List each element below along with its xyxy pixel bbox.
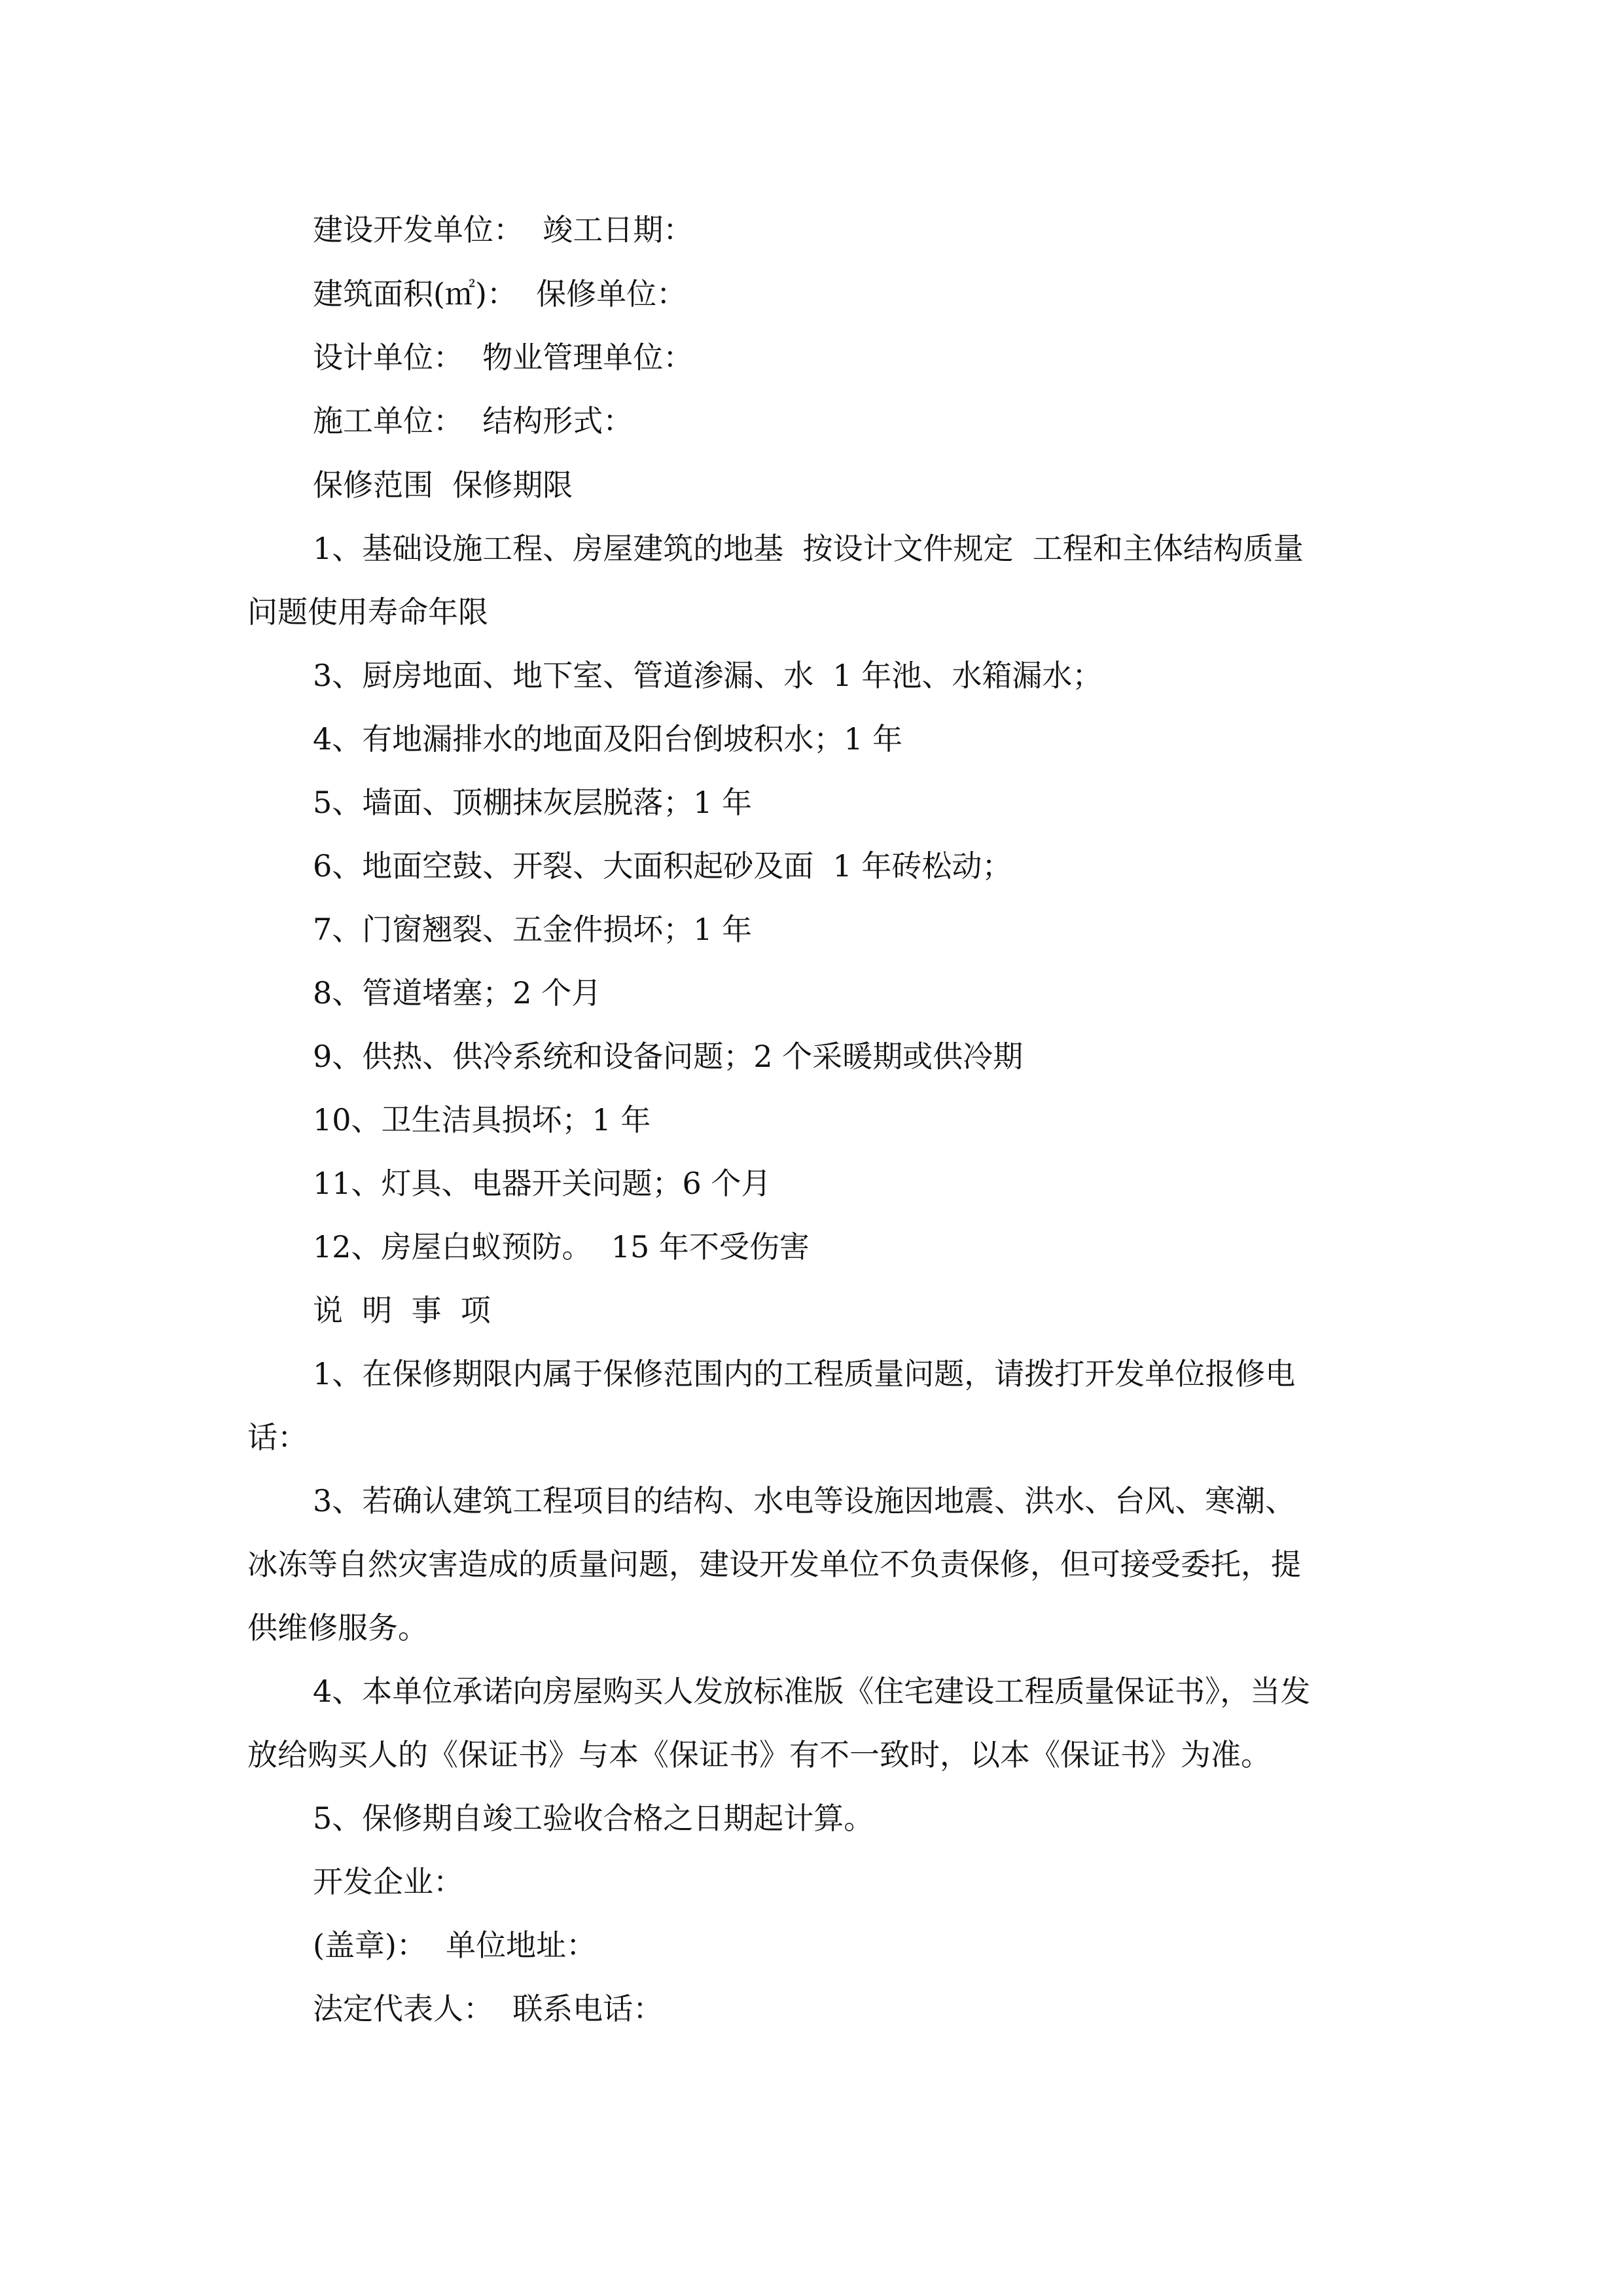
note-3-continued-2: 供维修服务。 — [247, 1610, 428, 1645]
warranty-item-10: 10、卫生洁具损坏；1 年 — [313, 1102, 651, 1138]
warranty-item-9: 9、供热、供冷系统和设备问题；2 个采暖期或供冷期 — [313, 1039, 1024, 1074]
note-1-continued: 话： — [247, 1420, 308, 1455]
legal-rep-phone-label: 法定代表人： 联系电话： — [313, 1991, 664, 2026]
note-5: 5、保修期自竣工验收合格之日期起计算。 — [313, 1801, 874, 1836]
field-design-property-unit: 设计单位： 物业管理单位： — [313, 340, 694, 375]
note-4: 4、本单位承诺向房屋购买人发放标准版《住宅建设工程质量保证书》，当发 — [313, 1674, 1311, 1709]
warranty-item-8: 8、管道堵塞；2 个月 — [313, 975, 602, 1011]
warranty-item-11: 11、灯具、电器开关问题；6 个月 — [313, 1166, 772, 1201]
warranty-table-header: 保修范围 保修期限 — [313, 467, 573, 503]
developer-label: 开发企业： — [313, 1864, 463, 1899]
note-3: 3、若确认建筑工程项目的结构、水电等设施因地震、洪水、台风、寒潮、 — [313, 1483, 1296, 1518]
field-area-warranty-unit: 建筑面积(㎡)： 保修单位： — [313, 276, 687, 312]
warranty-item-1: 1、基础设施工程、房屋建筑的地基 按设计文件规定 工程和主体结构质量 — [313, 531, 1304, 566]
note-3-continued-1: 冰冻等自然灾害造成的质量问题，建设开发单位不负责保修，但可接受委托，提 — [247, 1547, 1301, 1582]
warranty-item-5: 5、墙面、顶棚抹灰层脱落；1 年 — [313, 785, 753, 820]
note-1: 1、在保修期限内属于保修范围内的工程质量问题，请拨打开发单位报修电 — [313, 1356, 1296, 1391]
warranty-item-7: 7、门窗翘裂、五金件损坏；1 年 — [313, 912, 753, 947]
notes-heading: 说 明 事 项 — [313, 1293, 491, 1328]
warranty-item-1-continued: 问题使用寿命年限 — [247, 594, 488, 630]
seal-address-label: (盖章)： 单位地址： — [313, 1928, 597, 1963]
warranty-item-4: 4、有地漏排水的地面及阳台倒坡积水；1 年 — [313, 721, 903, 757]
warranty-item-6: 6、地面空鼓、开裂、大面积起砂及面 1 年砖松动； — [313, 848, 1012, 884]
warranty-item-12: 12、房屋白蚁预防。 15 年不受伤害 — [313, 1229, 810, 1265]
warranty-item-3: 3、厨房地面、地下室、管道渗漏、水 1 年池、水箱漏水； — [313, 658, 1103, 693]
note-4-continued: 放给购买人的《保证书》与本《保证书》有不一致时，以本《保证书》为准。 — [247, 1737, 1271, 1772]
field-construction-structure: 施工单位： 结构形式： — [313, 403, 633, 439]
field-developer-completion-date: 建设开发单位： 竣工日期： — [313, 212, 694, 247]
